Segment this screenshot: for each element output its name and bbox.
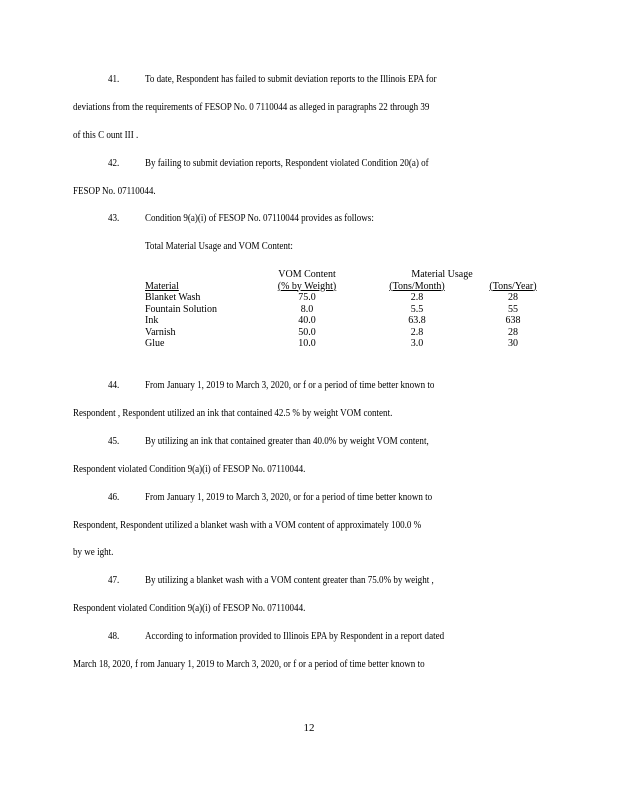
cell-tons-month: 2.8 bbox=[410, 292, 424, 303]
cell-tons-month: 3.0 bbox=[410, 338, 424, 349]
cell-vom: 10.0 bbox=[298, 338, 316, 349]
para-45-line-1: By utilizing an ink that contained greater than 40.0% by weight VOM content, bbox=[145, 436, 429, 447]
cell-tons-year: 30 bbox=[508, 338, 518, 349]
table-header-row-bottom bbox=[145, 281, 553, 293]
para-48-line-1: According to information provided to Illinois EPA by Respondent in a report dated bbox=[145, 631, 445, 642]
cell-vom: 50.0 bbox=[298, 326, 316, 338]
cell-tons-year: 55 bbox=[508, 303, 518, 315]
header-tons-month: (Tons/Month) bbox=[389, 280, 445, 292]
para-46-number: 46. bbox=[108, 492, 120, 503]
cell-tons-month: 2.8 bbox=[410, 326, 424, 338]
cell-tons-year: 28 bbox=[508, 292, 518, 303]
cell-vom: 8.0 bbox=[300, 303, 314, 315]
header-material: Material bbox=[145, 280, 179, 292]
para-46-line-3: by we ight. bbox=[73, 547, 114, 558]
para-43-line-1: Condition 9(a)(i) of FESOP No. 07110044 provides as follows: bbox=[145, 213, 374, 224]
table-row bbox=[145, 338, 553, 350]
para-45-line-2: Respondent violated Condition 9(a)(i) of FESOP No. 07110044. bbox=[73, 464, 306, 475]
material-usage-table bbox=[145, 269, 553, 350]
table-header-row-top bbox=[145, 269, 553, 281]
header-vom-content: VOM Content bbox=[278, 269, 336, 280]
cell-material: Varnish bbox=[145, 326, 176, 338]
para-41-number: 41. bbox=[108, 74, 120, 85]
para-41-line-3: of this C ount III . bbox=[73, 130, 139, 141]
para-45-number: 45. bbox=[108, 436, 120, 447]
para-47-line-2: Respondent violated Condition 9(a)(i) of FESOP No. 07110044. bbox=[73, 603, 306, 614]
cell-material: Blanket Wash bbox=[145, 292, 201, 303]
cell-material: Glue bbox=[145, 338, 165, 349]
para-47-number: 47. bbox=[108, 575, 120, 586]
para-43-number: 43. bbox=[108, 213, 120, 224]
table-row bbox=[145, 327, 553, 339]
para-42-number: 42. bbox=[108, 158, 120, 169]
page-number: 12 bbox=[303, 722, 315, 734]
cell-tons-month: 63.8 bbox=[408, 315, 426, 326]
para-48-number: 48. bbox=[108, 631, 120, 642]
cell-tons-month: 5.5 bbox=[410, 303, 424, 315]
para-48-line-2: March 18, 2020, f rom January 1, 2019 to March 3, 2020, or f or a period of time better known to bbox=[73, 659, 425, 670]
table-caption: Total Material Usage and VOM Content: bbox=[145, 241, 293, 252]
para-44-line-2: Respondent , Respondent utilized an ink that contained 42.5 % by weight VOM content. bbox=[73, 408, 393, 419]
cell-material: Ink bbox=[145, 315, 159, 326]
header-tons-year: (Tons/Year) bbox=[489, 280, 537, 292]
para-41-line-1: To date, Respondent has failed to submit deviation reports to the Illinois EPA for bbox=[145, 74, 437, 85]
para-44-line-1: From January 1, 2019 to March 3, 2020, or f or a period of time better known to bbox=[145, 380, 435, 391]
cell-vom: 75.0 bbox=[298, 292, 316, 303]
cell-material: Fountain Solution bbox=[145, 303, 217, 315]
table-row bbox=[145, 304, 553, 316]
para-42-line-2: FESOP No. 07110044. bbox=[73, 186, 156, 197]
cell-vom: 40.0 bbox=[298, 315, 316, 326]
table-row bbox=[145, 315, 553, 327]
para-44-number: 44. bbox=[108, 380, 120, 391]
header-material-usage: Material Usage bbox=[411, 269, 473, 280]
table-row bbox=[145, 292, 553, 304]
para-47-line-1: By utilizing a blanket wash with a VOM content greater than 75.0% by weight , bbox=[145, 575, 434, 586]
cell-tons-year: 28 bbox=[508, 326, 518, 338]
para-41-line-2: deviations from the requirements of FESOP No. 0 7110044 as alleged in paragraphs 22 through 39 bbox=[73, 102, 430, 113]
header-vom-weight: (% by Weight) bbox=[277, 280, 337, 292]
para-46-line-2: Respondent, Respondent utilized a blanket wash with a VOM content of approximately 100.0 % bbox=[73, 520, 422, 531]
para-42-line-1: By failing to submit deviation reports, Respondent violated Condition 20(a) of bbox=[145, 158, 429, 169]
cell-tons-year: 638 bbox=[505, 315, 521, 326]
para-46-line-1: From January 1, 2019 to March 3, 2020, or for a period of time better known to bbox=[145, 492, 433, 503]
